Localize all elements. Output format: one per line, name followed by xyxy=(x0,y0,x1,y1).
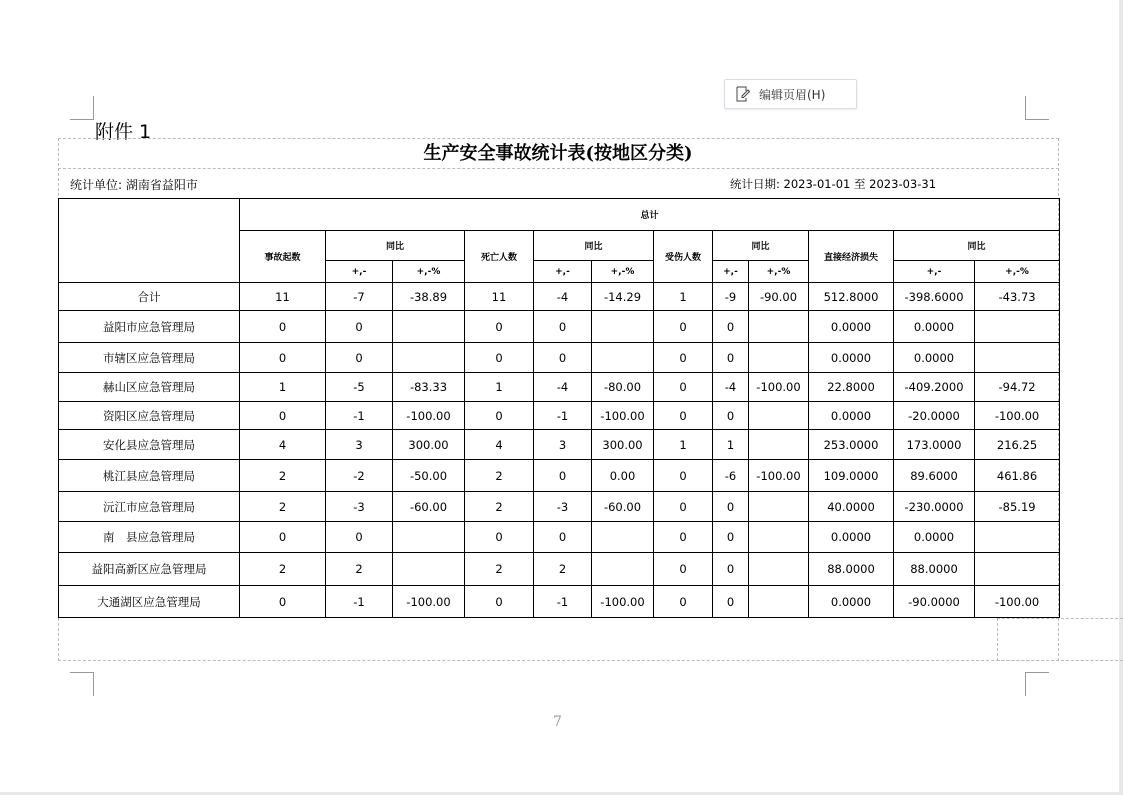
table-cell: 0 xyxy=(465,402,534,430)
table-row xyxy=(59,586,1060,618)
table-row xyxy=(59,430,1060,460)
table-cell: -90.0000 xyxy=(894,586,975,618)
table-cell: 0 xyxy=(240,343,326,373)
table-cell: 4 xyxy=(465,430,534,460)
crop-mark xyxy=(70,96,94,120)
table-cell: 0.0000 xyxy=(894,311,975,343)
table-cell xyxy=(393,343,465,373)
table-cell: -100.00 xyxy=(393,402,465,430)
table-cell: 0 xyxy=(654,373,713,402)
col-header: 事故起数 xyxy=(240,231,326,283)
table-cell: 0 xyxy=(713,311,749,343)
table-cell: -4 xyxy=(534,283,592,311)
table-cell: -85.19 xyxy=(975,492,1060,522)
table-cell: 0 xyxy=(326,343,393,373)
table-cell: -83.33 xyxy=(393,373,465,402)
table-cell: 512.8000 xyxy=(809,283,894,311)
table-row xyxy=(59,343,1060,373)
table-cell: 11 xyxy=(465,283,534,311)
table-cell: 1 xyxy=(240,373,326,402)
table-row xyxy=(59,311,1060,343)
table-cell xyxy=(975,343,1060,373)
edit-header-icon xyxy=(735,86,751,102)
table-cell: 22.8000 xyxy=(809,373,894,402)
sub-header: +,- xyxy=(534,261,592,283)
table-cell: 2 xyxy=(240,460,326,492)
table-cell: -4 xyxy=(534,373,592,402)
table-row xyxy=(59,492,1060,522)
region-name: 市辖区应急管理局 xyxy=(59,343,240,373)
table-cell: -3 xyxy=(534,492,592,522)
edit-header-label: 编辑页眉(H) xyxy=(759,87,826,102)
table-cell: 88.0000 xyxy=(809,553,894,586)
table-cell: -100.00 xyxy=(592,402,654,430)
table-cell: -1 xyxy=(534,586,592,618)
table-cell: 40.0000 xyxy=(809,492,894,522)
table-cell: 0.0000 xyxy=(809,402,894,430)
sub-header: +,- xyxy=(326,261,393,283)
table-cell: -1 xyxy=(326,402,393,430)
table-cell: -100.00 xyxy=(749,460,809,492)
table-cell: 88.0000 xyxy=(894,553,975,586)
table-row xyxy=(59,373,1060,402)
page-number: 7 xyxy=(553,714,562,730)
table-cell: 0 xyxy=(465,343,534,373)
table-cell: 173.0000 xyxy=(894,430,975,460)
table-cell: -3 xyxy=(326,492,393,522)
table-cell: 0 xyxy=(240,402,326,430)
table-cell xyxy=(975,553,1060,586)
table-cell: 0 xyxy=(534,460,592,492)
table-cell: 2 xyxy=(465,492,534,522)
table-cell: 11 xyxy=(240,283,326,311)
table-cell xyxy=(749,343,809,373)
divider xyxy=(58,168,1059,169)
table-cell xyxy=(749,492,809,522)
table-cell: -230.0000 xyxy=(894,492,975,522)
table-cell: -398.6000 xyxy=(894,283,975,311)
table-cell: -409.2000 xyxy=(894,373,975,402)
table-cell: 0 xyxy=(654,522,713,553)
table-row xyxy=(59,522,1060,553)
region-name: 赫山区应急管理局 xyxy=(59,373,240,402)
sub-header: +,-% xyxy=(975,261,1060,283)
table-row xyxy=(59,283,1060,311)
table-cell: 216.25 xyxy=(975,430,1060,460)
crop-mark xyxy=(70,672,94,696)
table-row xyxy=(59,460,1060,492)
table-cell: 0 xyxy=(713,492,749,522)
sub-header: +,-% xyxy=(592,261,654,283)
table-cell: -38.89 xyxy=(393,283,465,311)
col-header: 直接经济损失 xyxy=(809,231,894,283)
attachment-label: 附件 1 xyxy=(95,121,152,143)
table-cell: -100.00 xyxy=(975,586,1060,618)
table-cell: -100.00 xyxy=(975,402,1060,430)
sub-header: +,- xyxy=(894,261,975,283)
total-header: 总计 xyxy=(240,199,1060,231)
table-cell: 2 xyxy=(326,553,393,586)
region-name: 合计 xyxy=(59,283,240,311)
col-header: 同比 xyxy=(894,231,1060,261)
table-cell: 2 xyxy=(240,492,326,522)
col-header: 同比 xyxy=(713,231,809,261)
table-cell: 1 xyxy=(654,430,713,460)
table-cell: -60.00 xyxy=(393,492,465,522)
table-cell: 2 xyxy=(465,460,534,492)
table-cell: 0 xyxy=(654,460,713,492)
table-cell: -100.00 xyxy=(592,586,654,618)
table-cell: -5 xyxy=(326,373,393,402)
region-header xyxy=(59,199,240,283)
table-cell: -50.00 xyxy=(393,460,465,492)
table-cell: 1 xyxy=(713,430,749,460)
table-cell: 0 xyxy=(326,311,393,343)
table-row xyxy=(59,402,1060,430)
table-cell: 461.86 xyxy=(975,460,1060,492)
table-cell xyxy=(749,430,809,460)
table-cell: 0.00 xyxy=(592,460,654,492)
table-cell: -14.29 xyxy=(592,283,654,311)
table-cell: 0 xyxy=(654,402,713,430)
table-cell: -94.72 xyxy=(975,373,1060,402)
table-cell: -80.00 xyxy=(592,373,654,402)
sub-header: +,- xyxy=(713,261,749,283)
table-cell: 0 xyxy=(654,586,713,618)
table-cell: 4 xyxy=(240,430,326,460)
table-cell xyxy=(749,586,809,618)
table-cell: 0 xyxy=(713,586,749,618)
table-cell: -100.00 xyxy=(749,373,809,402)
table-cell: -43.73 xyxy=(975,283,1060,311)
table-cell xyxy=(975,311,1060,343)
table-cell: -1 xyxy=(534,402,592,430)
col-header: 死亡人数 xyxy=(465,231,534,283)
table-cell: 253.0000 xyxy=(809,430,894,460)
table-cell xyxy=(592,522,654,553)
table-cell xyxy=(749,522,809,553)
table-cell: 0 xyxy=(465,522,534,553)
sub-header: +,-% xyxy=(393,261,465,283)
scrollbar-edge xyxy=(1119,0,1123,795)
table-cell: -7 xyxy=(326,283,393,311)
table-cell: -100.00 xyxy=(393,586,465,618)
table-cell: 0 xyxy=(534,311,592,343)
stat-unit: 统计单位: 湖南省益阳市 xyxy=(70,178,198,192)
table-cell: 300.00 xyxy=(393,430,465,460)
table-cell: 3 xyxy=(326,430,393,460)
table-cell: 0 xyxy=(240,522,326,553)
region-name: 安化县应急管理局 xyxy=(59,430,240,460)
region-name: 桃江县应急管理局 xyxy=(59,460,240,492)
table-cell: -20.0000 xyxy=(894,402,975,430)
table-cell: 300.00 xyxy=(592,430,654,460)
table-cell xyxy=(592,553,654,586)
table-cell: -9 xyxy=(713,283,749,311)
report-title: 生产安全事故统计表(按地区分类) xyxy=(423,143,693,164)
table-cell: 0 xyxy=(654,311,713,343)
table-row xyxy=(59,553,1060,586)
table-cell: 2 xyxy=(240,553,326,586)
table-cell: 0 xyxy=(713,402,749,430)
table-cell: 0 xyxy=(534,343,592,373)
table-cell: 0 xyxy=(534,522,592,553)
crop-mark xyxy=(1025,96,1049,120)
table-cell xyxy=(749,553,809,586)
table-cell: -2 xyxy=(326,460,393,492)
table-cell: 1 xyxy=(465,373,534,402)
table-cell: 89.6000 xyxy=(894,460,975,492)
table-cell: -6 xyxy=(713,460,749,492)
table-cell: 0 xyxy=(654,343,713,373)
table-cell: 0 xyxy=(713,522,749,553)
region-name: 益阳高新区应急管理局 xyxy=(59,553,240,586)
region-name: 大通湖区应急管理局 xyxy=(59,586,240,618)
table-cell: 0 xyxy=(465,586,534,618)
table-cell: 2 xyxy=(534,553,592,586)
table-cell xyxy=(393,522,465,553)
table-cell xyxy=(592,343,654,373)
table-cell: -4 xyxy=(713,373,749,402)
table-cell: 0.0000 xyxy=(809,343,894,373)
table-cell: 0 xyxy=(713,343,749,373)
table-cell xyxy=(975,522,1060,553)
col-header: 同比 xyxy=(534,231,654,261)
table-cell: 0 xyxy=(240,311,326,343)
table-cell xyxy=(393,553,465,586)
statistics-table xyxy=(58,198,1060,618)
table-cell: 0.0000 xyxy=(894,522,975,553)
table-cell: 0 xyxy=(240,586,326,618)
col-header: 受伤人数 xyxy=(654,231,713,283)
table-cell xyxy=(393,311,465,343)
table-cell: 0 xyxy=(654,492,713,522)
table-cell xyxy=(749,402,809,430)
region-name: 南 县应急管理局 xyxy=(59,522,240,553)
edit-header-button[interactable] xyxy=(724,79,857,109)
col-header: 同比 xyxy=(326,231,465,261)
table-cell: 1 xyxy=(654,283,713,311)
table-cell xyxy=(592,311,654,343)
region-name: 资阳区应急管理局 xyxy=(59,402,240,430)
table-cell: 0.0000 xyxy=(809,522,894,553)
stat-date: 统计日期: 2023-01-01 至 2023-03-31 xyxy=(730,177,937,191)
table-cell: -1 xyxy=(326,586,393,618)
region-name: 沅江市应急管理局 xyxy=(59,492,240,522)
table-cell: 2 xyxy=(465,553,534,586)
table-cell xyxy=(749,311,809,343)
table-cell: 0 xyxy=(326,522,393,553)
table-cell: 0 xyxy=(654,553,713,586)
table-cell: 0.0000 xyxy=(894,343,975,373)
table-cell: 109.0000 xyxy=(809,460,894,492)
sub-header: +,-% xyxy=(749,261,809,283)
table-cell: -90.00 xyxy=(749,283,809,311)
table-cell: 0.0000 xyxy=(809,586,894,618)
table-cell: 0 xyxy=(465,311,534,343)
table-cell: -60.00 xyxy=(592,492,654,522)
table-cell: 3 xyxy=(534,430,592,460)
table-cell: 0 xyxy=(713,553,749,586)
table-cell: 0.0000 xyxy=(809,311,894,343)
table-cell-outline xyxy=(997,618,1123,661)
crop-mark xyxy=(1025,672,1049,696)
region-name: 益阳市应急管理局 xyxy=(59,311,240,343)
